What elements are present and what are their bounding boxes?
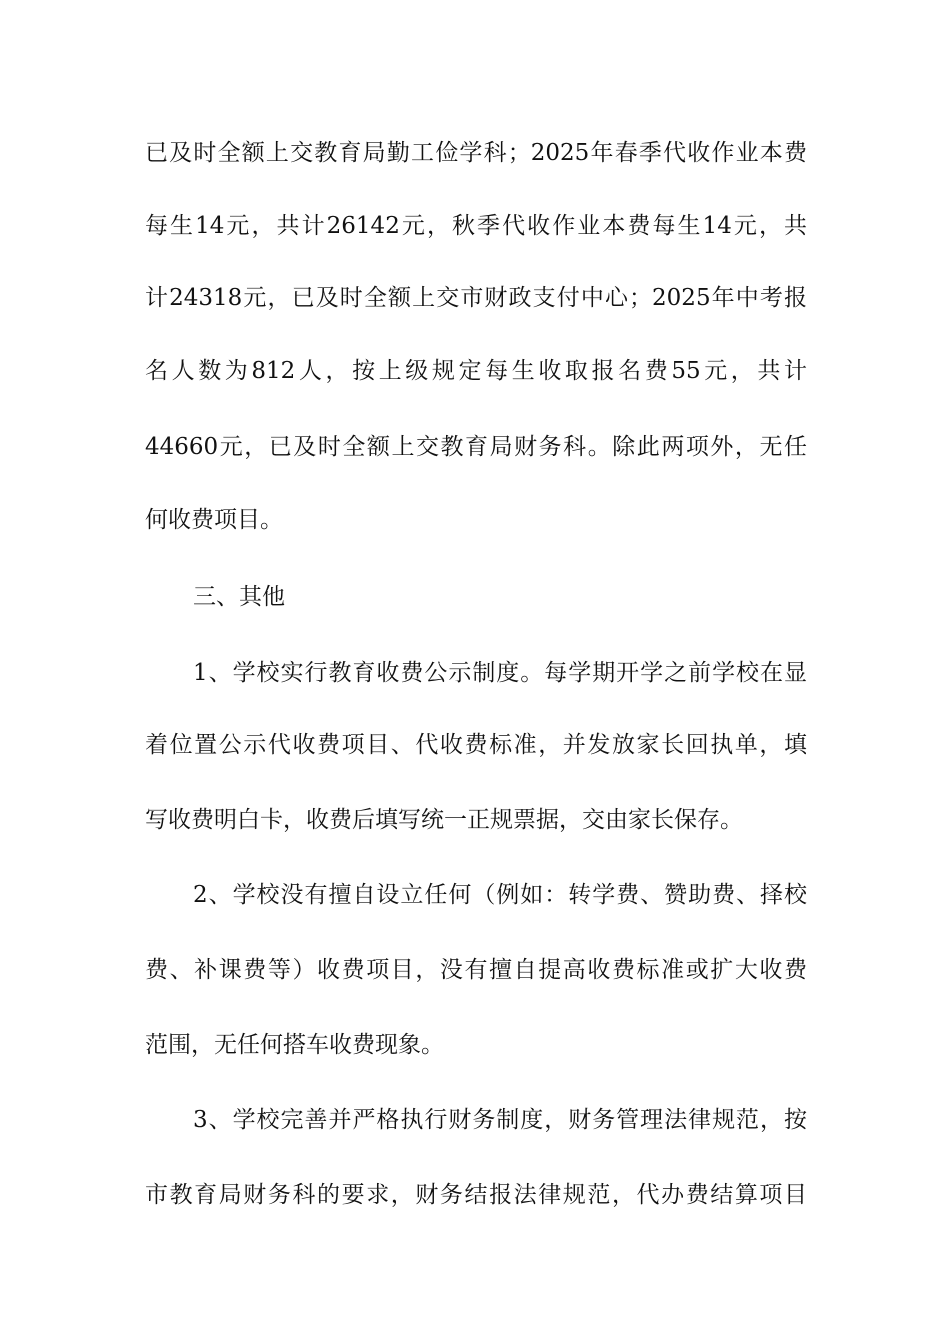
text-line: 费、补课费等）收费项目，没有擅自提高收费标准或扩大收费 xyxy=(145,957,807,983)
text-line: 每生14元，共计26142元，秋季代收作业本费每生14元，共 xyxy=(145,213,807,239)
text-line: 计24318元，已及时全额上交市财政支付中心；2025年中考报 xyxy=(145,285,807,311)
text-line: 范围，无任何搭车收费现象。 xyxy=(145,1032,444,1058)
text-line: 3、学校完善并严格执行财务制度，财务管理法律规范，按 xyxy=(193,1107,807,1133)
text-line: 2、学校没有擅自设立任何（例如：转学费、赞助费、择校 xyxy=(193,882,807,908)
section-heading: 三、其他 xyxy=(193,584,285,610)
text-line: 名人数为812人，按上级规定每生收取报名费55元，共计 xyxy=(145,358,807,384)
text-line: 着位置公示代收费项目、代收费标准，并发放家长回执单，填 xyxy=(145,732,807,758)
text-line: 市教育局财务科的要求，财务结报法律规范，代办费结算项目 xyxy=(145,1182,807,1208)
text-line: 已及时全额上交教育局勤工俭学科；2025年春季代收作业本费 xyxy=(145,140,807,166)
text-line: 写收费明白卡，收费后填写统一正规票据，交由家长保存。 xyxy=(145,807,743,833)
text-line: 1、学校实行教育收费公示制度。每学期开学之前学校在显 xyxy=(193,660,807,686)
text-line: 何收费项目。 xyxy=(145,507,283,533)
text-line: 44660元，已及时全额上交教育局财务科。除此两项外，无任 xyxy=(145,434,807,460)
